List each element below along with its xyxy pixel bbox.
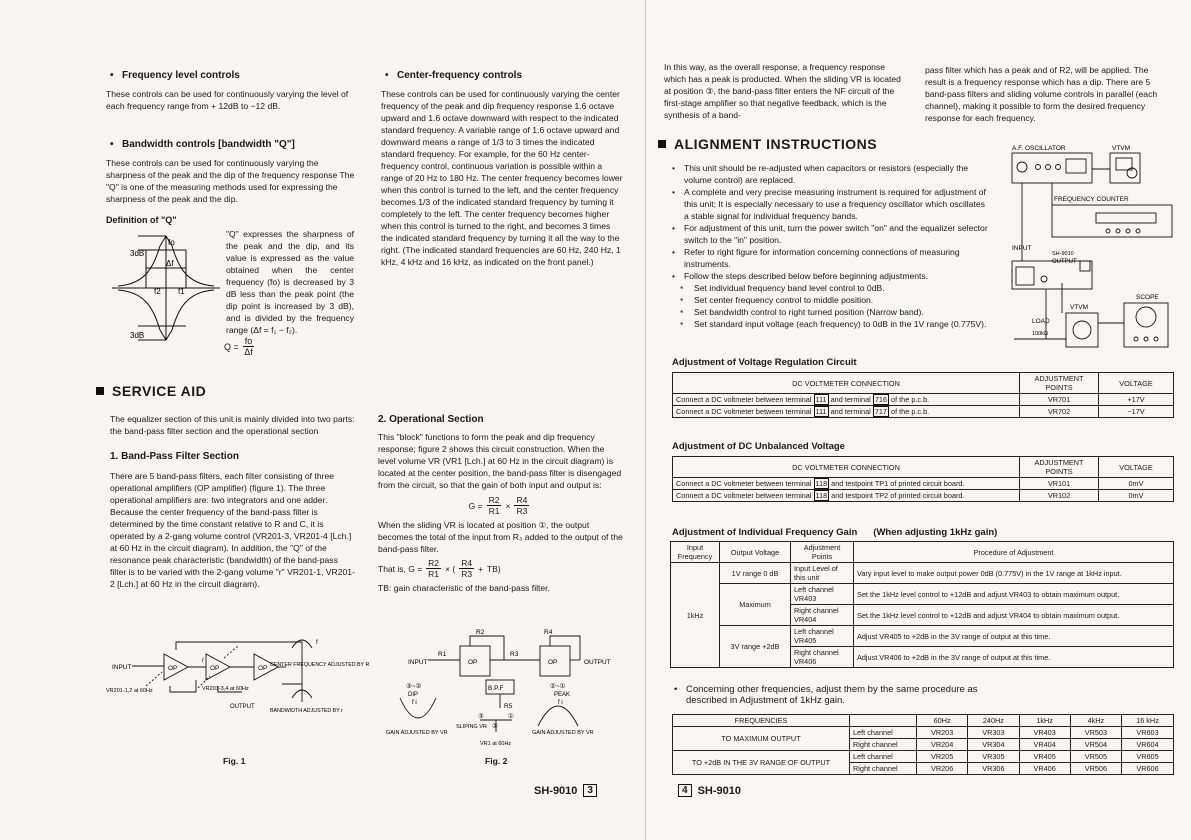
vreg-r1-t1: 111 — [815, 395, 827, 404]
center-frequency-title: • Center-frequency controls — [381, 69, 624, 82]
vreg-r2-point: VR702 — [1020, 406, 1099, 418]
ifg-r2-point: Left channel VR403 — [791, 584, 854, 605]
eq2-d1: R1 — [428, 569, 440, 579]
op-section-text1: This "block" functions to form the peak and dip frequency response; figure 2 shows this circuit construction. When the level volume VR (VR1 [Lch.] at 60 Hz in the circuit diagram) is located at the center position, the band-pass filter is disengaged from the circuit, so that the gain of both input and output is: — [378, 432, 622, 490]
vreg-row1-connection — [673, 394, 1020, 406]
eq1-frac1 — [487, 495, 502, 516]
table-row — [673, 394, 1174, 406]
op-section-text3: TB: gain characteristic of the band-pass filter. — [378, 583, 550, 593]
right-page-footer — [678, 784, 741, 797]
alignment-bullet-2: • A complete and very precise measuring instrument is required for adjustment of this unit; It is especially necessary to use a frequency oscillator which oscillates a stable signal for individual frequency bands. — [668, 186, 990, 222]
q-formula-den: Δf — [244, 347, 253, 357]
right-intro-right — [925, 64, 1170, 124]
setup-model-label: SH-9010 — [1052, 251, 1074, 257]
alignment-bullet-5: • Follow the steps described below before beginning adjustments. — [668, 270, 990, 282]
q-graph-3db-bot: 3dB — [130, 331, 145, 340]
setup-ohm-label: 100kΩ — [1032, 331, 1049, 337]
fig1-center-label: CENTER FREQUENCY ADJUSTED BY R — [270, 662, 370, 668]
bandwidth-section — [106, 138, 356, 205]
q-formula — [224, 336, 354, 357]
other-header-4khz: 4kHz — [1070, 715, 1121, 727]
vreg-r1-voltage: +17V — [1099, 394, 1174, 406]
other-freq-table — [672, 714, 1174, 775]
dcu-r1-pre: Connect a DC voltmeter between terminal — [676, 479, 812, 488]
vreg-r2-t2: 717 — [874, 407, 887, 416]
eq2-d2: R3 — [461, 569, 473, 579]
left-footer-model: SH-9010 — [534, 784, 578, 797]
other-r1-c5: VR603 — [1122, 727, 1174, 739]
q-formula-fraction — [243, 336, 255, 357]
ifg-r4-point: Left channel VR405 — [791, 626, 854, 647]
ifg-r5-point: Right channel VR406 — [791, 647, 854, 668]
service-aid-title-text: SERVICE AID — [112, 383, 207, 399]
other-header-channel — [850, 715, 917, 727]
dcu-r2-point: VR102 — [1020, 490, 1099, 502]
vreg-title: Adjustment of Voltage Regulation Circuit — [672, 357, 857, 368]
fig2-vr1-label: VR1 at 60Hz — [480, 741, 512, 747]
fig2-p1: ① — [508, 713, 514, 720]
fig2-bpf-label: B.P.F — [488, 685, 504, 692]
left-page-footer — [534, 784, 597, 797]
other-r4-ch: Right channel — [850, 763, 917, 775]
vreg-header-points: ADJUSTMENT POINTS — [1020, 373, 1099, 394]
other-header-16khz: 16 kHz — [1122, 715, 1174, 727]
other-header-1khz: 1kHz — [1019, 715, 1070, 727]
freq-level-text: These controls can be used for continuously varying the level of each frequency range from + 12dB to −12 dB. — [106, 89, 349, 111]
fig1-output-label: OUTPUT — [230, 704, 255, 710]
other-r4-c2: VR306 — [968, 763, 1019, 775]
fig2-fi-right: f i — [558, 700, 563, 706]
fig2-diagram — [380, 628, 630, 748]
setup-load-label: LOAD — [1032, 318, 1050, 325]
q-formula-num: fo — [244, 336, 253, 346]
alignment-step-3: * Set bandwidth control to right turned position (Narrow band). — [668, 306, 990, 318]
q-graph-df-label: Δf — [166, 259, 174, 268]
dcu-table — [672, 456, 1174, 502]
center-frequency-section — [381, 69, 624, 268]
setup-osc-label: A.F. OSCILLATOR — [1012, 145, 1066, 152]
dcu-header-voltage: VOLTAGE — [1099, 457, 1174, 478]
bpf-section-text: There are 5 band-pass filters, each filter consisting of three operational amplifiers (OP amplifier) (figure 1). The three operational amplifiers are: two integrators and one adder. Because the center frequency of the band-pass filter is determined by the time constant relative to R and C, it is operated by a 2-gang volume control (VR201-3, VR201-4 [Lch.] at 60 Hz in the circuit diagram). In addition, the "Q" of the resonance peak characteristic (bandwidth) of the band-pass filter is to be varied with the 2-gang volume "r" VR201-1, VR201-2 [Lch.] at 60 Hz in the circuit diagram). — [110, 471, 355, 589]
dcu-r1-t1: 118 — [815, 479, 828, 488]
fig2-p2: ② — [492, 723, 498, 730]
eq1-n1: R2 — [488, 495, 500, 505]
left-footer-page: 3 — [583, 784, 597, 797]
dcu-header-points: ADJUSTMENT POINTS — [1020, 457, 1099, 478]
eq1-frac2 — [514, 495, 529, 516]
fig2-r4-label: R4 — [544, 629, 553, 636]
setup-scope-label: SCOPE — [1136, 294, 1159, 301]
gain-equation-2 — [378, 558, 624, 579]
fig2-pos-left: ③~② — [406, 683, 422, 690]
service-aid-right-col — [378, 413, 624, 594]
ifg-table — [670, 541, 1174, 668]
vreg-row2-connection — [673, 406, 1020, 418]
fig2-r2-label: R2 — [476, 629, 485, 636]
ifg-r1-proc: Vary input level to make output power 0dB (0.775V) in the 1V range at 1kHz input. — [854, 563, 1174, 584]
q-formula-lhs: Q = — [224, 341, 239, 352]
q-definition-text: "Q" expresses the sharpness of the peak and the dip, and its value is expressed as the value obtained when the center frequency (fo) is decreased by 3 dB less than the peak point (the dip point is increased by 3 dB), and is divided by the frequency range (Δf = f₁ − f₂). — [226, 229, 354, 335]
vreg-r2-pre: Connect a DC voltmeter between terminal — [676, 407, 812, 416]
right-page — [645, 0, 1191, 840]
other-header-freq: FREQUENCIES — [673, 715, 850, 727]
alignment-list — [668, 162, 990, 330]
other-r4-c1: VR206 — [917, 763, 968, 775]
setup-vtvm1-label: VTVM — [1112, 145, 1131, 152]
bandwidth-text: These controls can be used for continuously varying the sharpness of the peak and the dip of the frequency response The "Q" is one of the measuring methods used for expressing the sharpness of the peak and the dip. — [106, 158, 355, 204]
other-r2-c3: VR404 — [1019, 739, 1070, 751]
other-r4-c4: VR506 — [1070, 763, 1121, 775]
fig2-sliping-label: SLIPING VR — [456, 724, 487, 730]
vreg-r2-t1: 111 — [815, 407, 827, 416]
alignment-step-4: * Set standard input voltage (each frequency) to 0dB in the 1V range (0.775V). — [668, 318, 990, 330]
other-max-label: TO MAXIMUM OUTPUT — [673, 727, 850, 751]
setup-output-label: OUTPUT — [1052, 259, 1077, 265]
other-r1-c4: VR503 — [1070, 727, 1121, 739]
fig2-r3-label: R3 — [510, 651, 519, 658]
alignment-bullet-4: • Refer to right figure for information concerning connections of measuring instruments. — [668, 246, 990, 270]
eq1-d1: R1 — [488, 506, 500, 516]
vreg-r1-point: VR701 — [1020, 394, 1099, 406]
other-r3-ch: Left channel — [850, 751, 917, 763]
vreg-r1-t2: 716 — [874, 395, 887, 404]
fig1-caption: Fig. 1 — [223, 756, 246, 766]
fig2-fi-left: f i — [412, 700, 417, 706]
table-row — [671, 626, 1174, 647]
gain-equation-1 — [378, 495, 624, 516]
vreg-header-row — [673, 373, 1174, 394]
dcu-row1-connection — [673, 478, 1020, 490]
other-r2-c4: VR504 — [1070, 739, 1121, 751]
fig1-vr-right: VR201-3,4 at 60Hz — [202, 686, 249, 692]
fig2-output-label: OUTPUT — [584, 659, 611, 666]
eq2-frac1 — [426, 558, 441, 579]
dcu-r2-t1: 118 — [815, 491, 828, 500]
other-r4-c5: VR606 — [1122, 763, 1174, 775]
other-r1-c3: VR403 — [1019, 727, 1070, 739]
fig2-gain-right: GAIN ADJUSTED BY VR — [532, 730, 594, 736]
vreg-r1-pre: Connect a DC voltmeter between terminal — [676, 395, 812, 404]
vreg-table — [672, 372, 1174, 418]
right-footer-model: SH-9010 — [697, 784, 741, 797]
vreg-r1-post: of the p.c.b. — [891, 395, 930, 404]
fig1-r-label: r — [202, 657, 205, 664]
eq2-n1: R2 — [428, 558, 440, 568]
fig1-op1-label: OP — [168, 665, 178, 672]
ifg-r3-proc: Set the 1kHz level control to +12dB and adjust VR404 to obtain maximum output. — [854, 605, 1174, 626]
fig1-input-label: INPUT — [112, 664, 132, 671]
test-setup-diagram — [1006, 143, 1186, 355]
bpf-section-title: 1. Band-Pass Filter Section — [110, 451, 239, 462]
service-aid-left-col — [110, 413, 356, 590]
fig1-diagram — [106, 636, 370, 726]
eq1-n2: R4 — [516, 495, 528, 505]
other-freq-note — [670, 684, 1010, 706]
q-definition-graph — [108, 228, 226, 348]
dcu-r1-point: VR101 — [1020, 478, 1099, 490]
other-plus-label: TO +2dB IN THE 3V RANGE OF OUTPUT — [673, 751, 850, 775]
right-intro-right-text: pass filter which has a peak and of R2, will be applied. The result is a frequency response which has a dip. There are 5 band-pass filters and sliding volume controls in parallel (each channel), making it possible to form the desired frequency response for each frequency. — [925, 65, 1158, 123]
other-r2-c5: VR604 — [1122, 739, 1174, 751]
q-graph-f1-label: f1 — [178, 287, 185, 296]
ifg-header-freq: Input Frequency — [671, 542, 720, 563]
ifg-title: Adjustment of Individual Frequency Gain — [672, 527, 858, 538]
q-graph-f2-label: f2 — [154, 287, 161, 296]
right-intro-left-text: In this way, as the overall response, a frequency response which has a peak is producted. When the sliding VR is located at position ③, the band-pass filter enters the NF circuit of the first-stage amplifier so that negative feedback, which is the synthesis of a band- — [664, 62, 901, 120]
ifg-header-points: Adjustment Points — [791, 542, 854, 563]
other-r1-c1: VR203 — [917, 727, 968, 739]
other-r3-c4: VR505 — [1070, 751, 1121, 763]
table-row — [673, 751, 1174, 763]
other-r2-c1: VR204 — [917, 739, 968, 751]
service-aid-intro: The equalizer section of this unit is mainly divided into two parts: the band-pass filter section and the operational section — [110, 414, 355, 436]
fig2-dip-label: DIP — [408, 692, 419, 698]
table-row — [673, 490, 1174, 502]
q-definition-title: Definition of "Q" — [106, 215, 177, 225]
freq-level-section — [106, 69, 356, 112]
eq2-lhs: That is, G = — [378, 563, 423, 574]
bandwidth-title: • Bandwidth controls [bandwidth "Q"] — [106, 138, 356, 151]
ifg-voltage-1v: 1V range 0 dB — [720, 563, 791, 584]
eq2-frac2 — [459, 558, 474, 579]
setup-fc-label: FREQUENCY COUNTER — [1054, 196, 1129, 203]
q-graph-fo-label: fo — [168, 238, 175, 247]
ifg-r1-point: Input Level of this unit — [791, 563, 854, 584]
alignment-step-1: * Set individual frequency band level control to 0dB. — [668, 282, 990, 294]
other-r4-c3: VR406 — [1019, 763, 1070, 775]
fig2-op1-label: OP — [468, 659, 478, 666]
other-r3-c1: VR205 — [917, 751, 968, 763]
ifg-note: (When adjusting 1kHz gain) — [873, 527, 998, 538]
ifg-r4-proc: Adjust VR405 to +2dB in the 3V range of output at this time. — [854, 626, 1174, 647]
alignment-bullet-3: • For adjustment of this unit, turn the power switch "on" and the equalizer selector switch to the "in" position. — [668, 222, 990, 246]
right-footer-page: 4 — [678, 784, 692, 797]
alignment-step-2: * Set center frequency control to middle position. — [668, 294, 990, 306]
eq2-times: × ( — [445, 563, 456, 574]
ifg-voltage-3v: 3V range +2dB — [720, 626, 791, 668]
ifg-header-procedure: Procedure of Adjustment — [854, 542, 1174, 563]
fig2-input-label: INPUT — [408, 659, 428, 666]
other-r2-c2: VR304 — [968, 739, 1019, 751]
dcu-r1-voltage: 0mV — [1099, 478, 1174, 490]
vreg-header-voltage: VOLTAGE — [1099, 373, 1174, 394]
ifg-header-row — [671, 542, 1174, 563]
center-frequency-text: These controls can be used for continuously varying the center frequency of the peak and dip frequency response 1.6 octave upward and 1.6 octave downward with respect to the indicated standard frequency. A variable range of 1.6 octave upward and downward means a range of 1/3 to 3 times the indicated standard frequency. For example, for the 60 Hz center-frequency control, continuous variation is possible within a range of 20 Hz to 180 Hz. The center frequency becomes lower when this control is turned to the left, and the center frequency becomes 1/3 of the indicated standard frequency by turning it completely to the left. The center frequency becomes higher when this control is turned to the right, and becomes 3 times the indicated standard frequency by turning it all the way to the right. (The indicated standard frequencies are 60 Hz, 240 Hz, 1 kHz, 4 kHz and 16 kHz, as indicated on the front panel.) — [381, 89, 623, 267]
dcu-r2-post: and testpoint TP2 of printed circuit board. — [831, 491, 965, 500]
dcu-row2-connection — [673, 490, 1020, 502]
ifg-r5-proc: Adjust VR406 to +2dB in the 3V range of output at this time. — [854, 647, 1174, 668]
table-row — [671, 584, 1174, 605]
other-r1-c2: VR303 — [968, 727, 1019, 739]
fig2-gain-left: GAIN ADJUSTED BY VR — [386, 730, 448, 736]
setup-vtvm2-label: VTVM — [1070, 304, 1089, 311]
freq-level-title: • Frequency level controls — [106, 69, 356, 82]
other-header-240hz: 240Hz — [968, 715, 1019, 727]
q-graph-3db-top: 3dB — [130, 249, 145, 258]
dcu-r1-post: and testpoint TP1 of printed circuit board. — [831, 479, 965, 488]
other-r3-c2: VR305 — [968, 751, 1019, 763]
ifg-title-row — [672, 526, 997, 539]
ifg-freq-cell: 1kHz — [671, 563, 720, 668]
dcu-title: Adjustment of DC Unbalanced Voltage — [672, 441, 845, 452]
vreg-r2-voltage: −17V — [1099, 406, 1174, 418]
other-freq-text: • Concerning other frequencies, adjust them by the same procedure as described in Adjustment of 1kHz gain. — [670, 684, 1010, 706]
setup-input-label: INPUT — [1012, 245, 1032, 252]
dcu-r2-voltage: 0mV — [1099, 490, 1174, 502]
ifg-r2-proc: Set the 1kHz level control to +12dB and adjust VR403 to obtain maximum output. — [854, 584, 1174, 605]
dcu-header-row — [673, 457, 1174, 478]
fig2-pos-right: ②~① — [550, 683, 566, 690]
op-section-text2: When the sliding VR is located at position ①, the output becomes the total of the input from R₃ added to the output of the band-pass filter. — [378, 520, 623, 554]
fig2-caption: Fig. 2 — [485, 756, 508, 766]
fig1-op3-label: OP — [258, 665, 268, 672]
vreg-r2-post: of the p.c.b. — [891, 407, 930, 416]
alignment-bullet-1: • This unit should be re-adjusted when capacitors or resistors (especially the volume control) are replaced. — [668, 162, 990, 186]
fig2-peak-label: PEAK — [554, 692, 571, 698]
eq2-tb: TB) — [487, 563, 501, 574]
eq2-plus: + — [478, 563, 484, 574]
fig2-op2-label: OP — [548, 659, 558, 666]
dcu-r2-pre: Connect a DC voltmeter between terminal — [676, 491, 812, 500]
alignment-title-text: ALIGNMENT INSTRUCTIONS — [674, 136, 878, 152]
ifg-voltage-max: Maximum — [720, 584, 791, 626]
vreg-r1-mid: and terminal — [830, 395, 871, 404]
eq1-times: × — [505, 500, 511, 511]
eq1-lhs: G = — [468, 500, 483, 511]
table-row — [673, 406, 1174, 418]
other-header-60hz: 60Hz — [917, 715, 968, 727]
service-aid-title — [96, 383, 206, 399]
vreg-header-connection: DC VOLTMETER CONNECTION — [673, 373, 1020, 394]
other-r1-ch: Left channel — [850, 727, 917, 739]
q-definition-block — [226, 228, 354, 357]
op-section-title: 2. Operational Section — [378, 414, 484, 425]
table-row — [673, 478, 1174, 490]
other-header-row — [673, 715, 1174, 727]
eq2-n2: R4 — [461, 558, 473, 568]
other-r2-ch: Right channel — [850, 739, 917, 751]
fig1-bw-label: BANDWIDTH ADJUSTED BY r — [270, 708, 343, 714]
other-r3-c5: VR605 — [1122, 751, 1174, 763]
fig2-r5-label: R5 — [504, 703, 513, 710]
fig1-vr-left: VR201-1,2 at 60Hz — [106, 688, 153, 694]
ifg-header-voltage: Output Voltage — [720, 542, 791, 563]
table-row — [673, 727, 1174, 739]
fig2-p3: ③ — [478, 713, 484, 720]
fig2-r1-label: R1 — [438, 651, 447, 658]
table-row — [671, 563, 1174, 584]
fig1-f-label: f — [316, 639, 318, 646]
fig1-op2-label: OP — [210, 665, 220, 672]
dcu-header-connection: DC VOLTMETER CONNECTION — [673, 457, 1020, 478]
vreg-r2-mid: and terminal — [830, 407, 871, 416]
other-r3-c3: VR405 — [1019, 751, 1070, 763]
eq1-d2: R3 — [516, 506, 528, 516]
ifg-r3-point: Right channel VR404 — [791, 605, 854, 626]
right-intro-left — [664, 61, 909, 121]
alignment-title — [658, 136, 877, 152]
